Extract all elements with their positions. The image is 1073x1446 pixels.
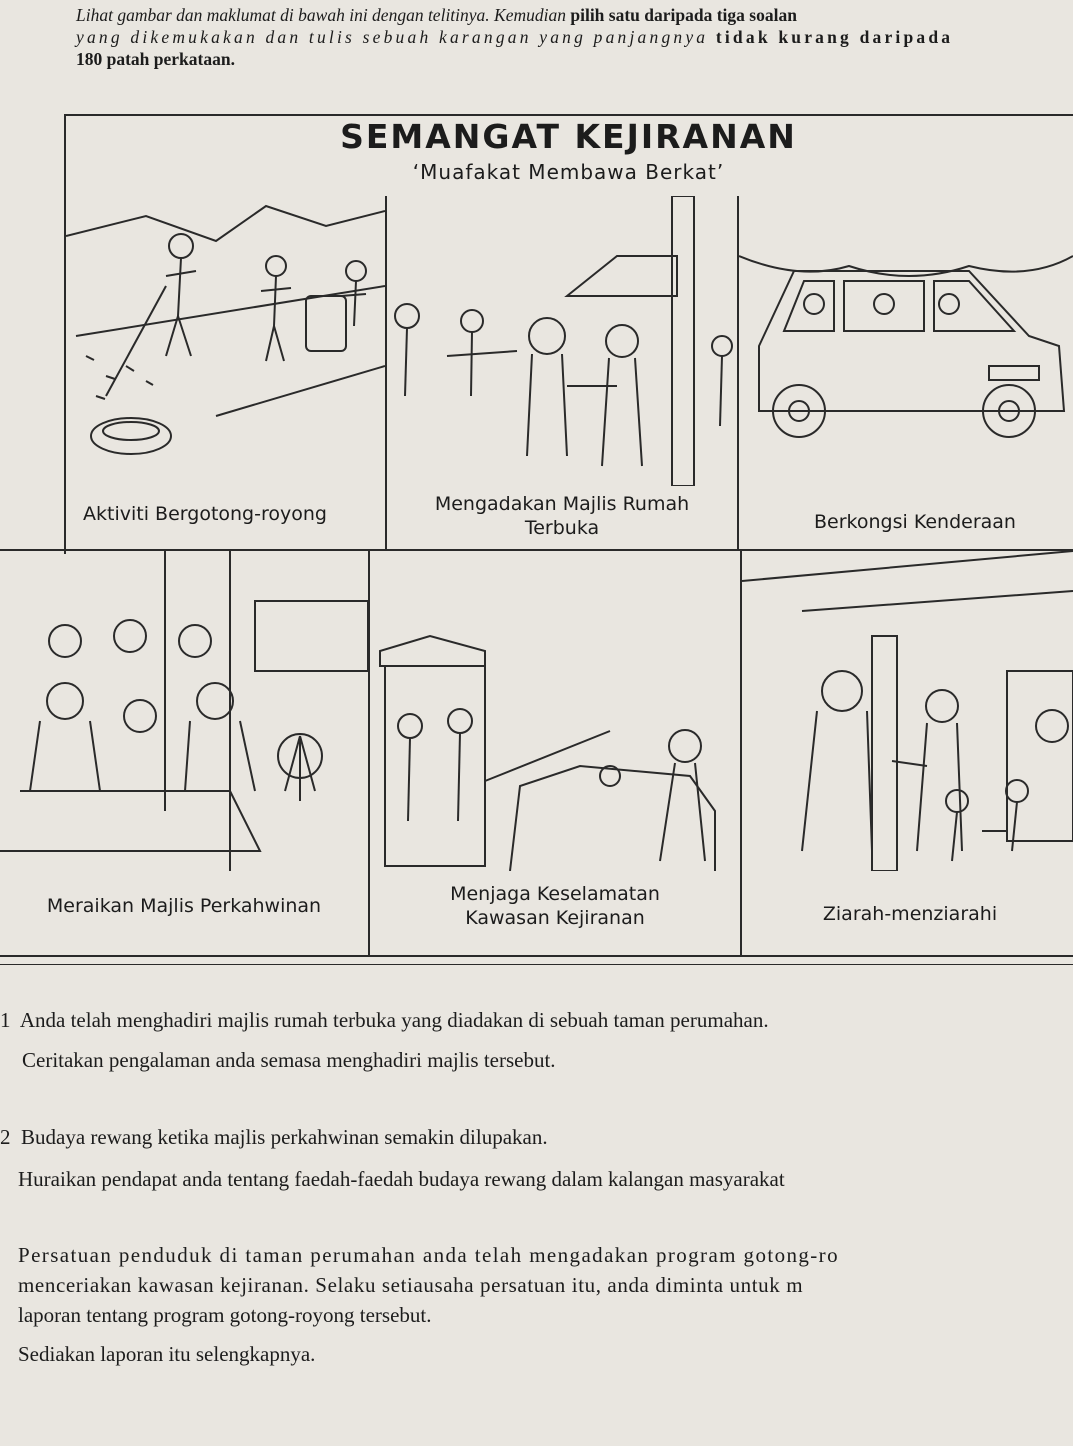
poster-top-border	[64, 114, 1073, 116]
poster-subtitle: ‘Muafakat Membawa Berkat’	[412, 160, 725, 184]
label-majlis-perkahwinan: Meraikan Majlis Perkahwinan	[46, 895, 322, 917]
scene-ziarah	[742, 551, 1073, 871]
instructions-line-2: yang dikemukakan dan tulis sebuah karangan yang panjangnya tidak kurang daripada	[76, 27, 954, 47]
poster-bottom-border-2	[0, 964, 1073, 965]
question-3-line-4: Sediakan laporan itu selengkapnya.	[18, 1342, 316, 1366]
scene-majlis-rumah-terbuka	[387, 196, 737, 486]
scene-keselamatan	[370, 551, 740, 871]
label-aktiviti-bergotong-royong: Aktiviti Bergotong-royong	[83, 503, 327, 525]
poster-bottom-border	[0, 955, 1073, 957]
question-3-line-2: menceriakan kawasan kejiranan. Selaku setiausaha persatuan itu, anda diminta untuk m	[18, 1273, 804, 1297]
instructions	[76, 4, 1066, 70]
question-3-line-1: Persatuan penduduk di taman perumahan anda telah mengadakan program gotong-ro	[18, 1243, 839, 1267]
label-ziarah: Ziarah-menziarahi	[822, 903, 998, 925]
instructions-line-3: 180 patah perkataan.	[76, 49, 235, 69]
scene-berkongsi-kenderaan	[739, 196, 1073, 486]
scene-majlis-perkahwinan	[0, 551, 368, 871]
label-keselamatan: Menjaga Keselamatan Kawasan Kejiranan	[450, 883, 660, 929]
question-1-line-2: Ceritakan pengalaman anda semasa menghadiri majlis tersebut.	[22, 1048, 556, 1072]
question-2-line-1: 2 Budaya rewang ketika majlis perkahwinan semakin dilupakan.	[0, 1125, 548, 1149]
label-berkongsi-kenderaan: Berkongsi Kenderaan	[814, 511, 1016, 533]
question-1-line-1: 1 Anda telah menghadiri majlis rumah terbuka yang diadakan di sebuah taman perumahan.	[0, 1008, 769, 1032]
scene-gotong-royong	[66, 196, 385, 486]
question-3-line-3: laporan tentang program gotong-royong tersebut.	[18, 1303, 432, 1327]
label-majlis-rumah-terbuka: Mengadakan Majlis Rumah Terbuka	[434, 493, 690, 539]
instructions-line-1: Lihat gambar dan maklumat di bawah ini dengan telitinya. Kemudian pilih satu daripada tiga soalan	[76, 5, 797, 25]
poster-title: SEMANGAT KEJIRANAN	[340, 117, 797, 156]
question-2-line-2: Huraikan pendapat anda tentang faedah-faedah budaya rewang dalam kalangan masyarakat	[18, 1167, 785, 1191]
